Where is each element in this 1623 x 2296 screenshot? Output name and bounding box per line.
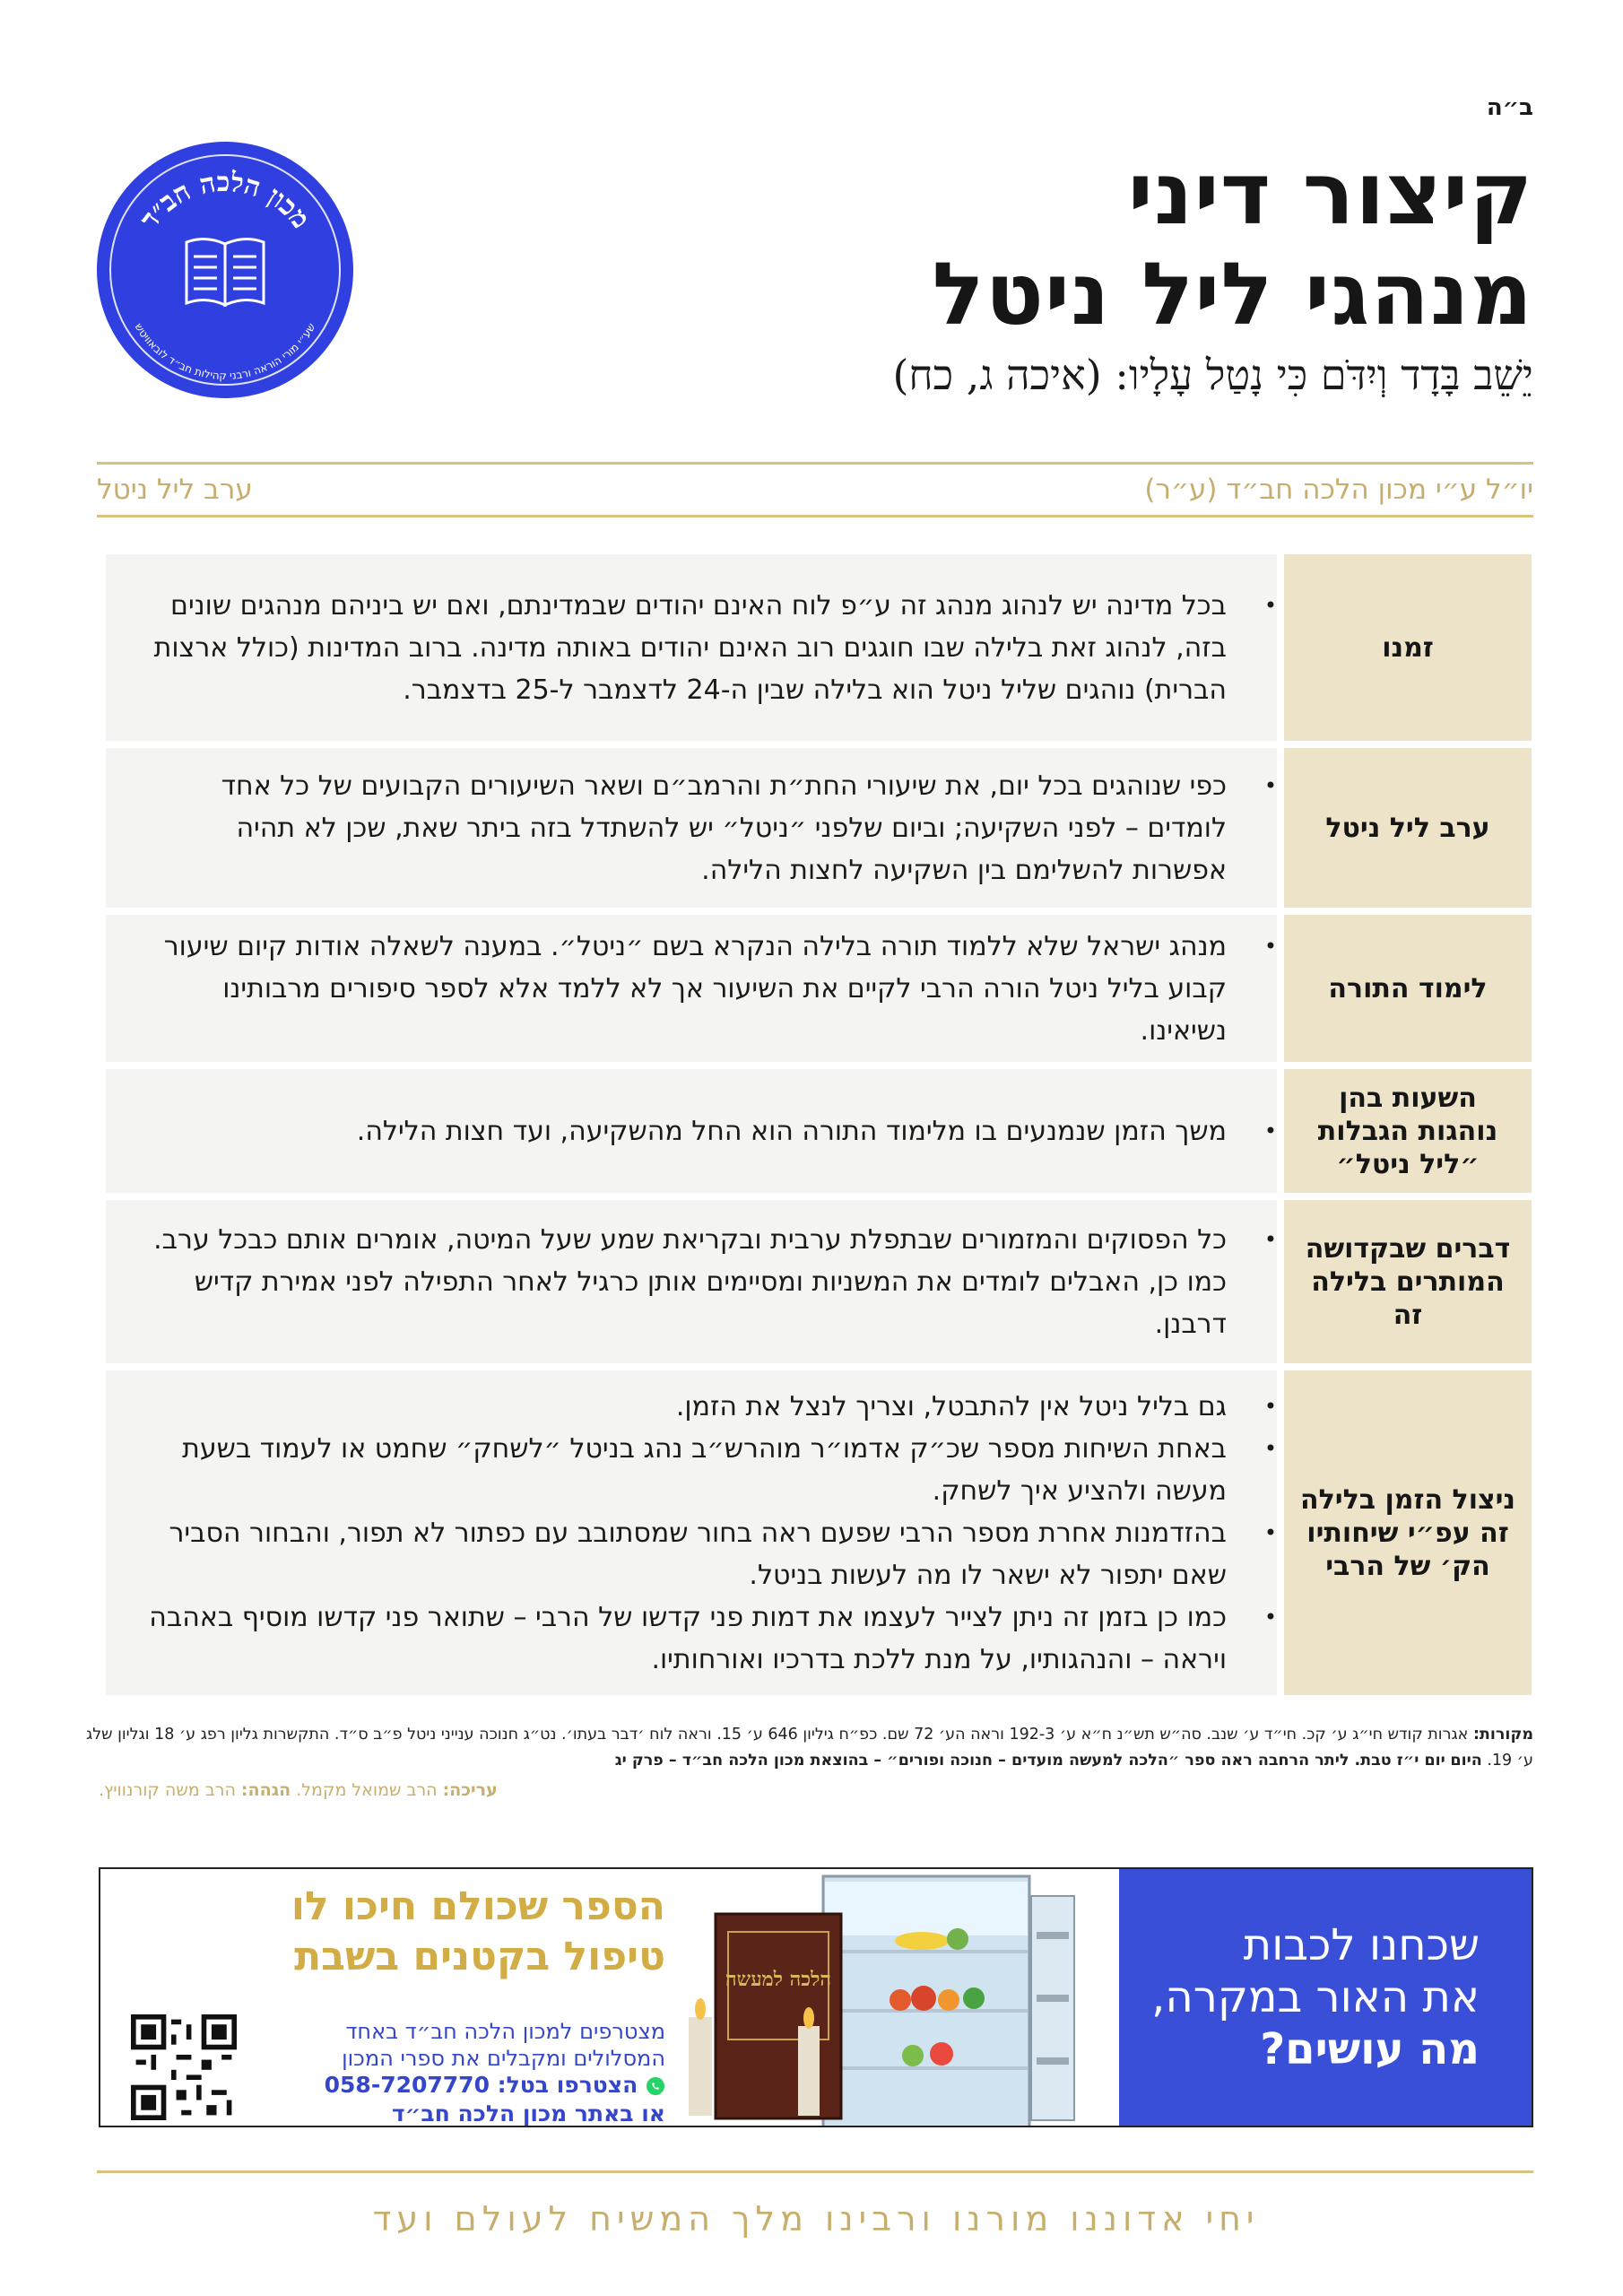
page-subtitle-verse: יֵשֵׁב בָּדָד וְיִדֹּם כִּי נָטַל עָלָיו: (איכה ג, כח) (892, 351, 1533, 399)
row-body (106, 1069, 1277, 1193)
page-title (412, 144, 1533, 344)
today-text: יום י״ז טבת. ליתר הרחבה ראה ספר ״הלכה למעשה מועדים – חנוכה ופורים״ – בהוצאת מכון הלכה חב״ד – פרק יג (614, 1752, 1445, 1770)
title-line-2: מנהגי ליל ניטל (932, 244, 1533, 344)
logo-small-text: שע״י מורי הוראה ורבני קהילות חב״ד לובאוויטש (132, 320, 318, 383)
editing-label: עריכה: (442, 1780, 498, 1800)
table-row (106, 1370, 1532, 1695)
sources-text: אגרות קודש חי״ג ע׳ קכ. חי״ד ע׳ שנב. סה״ש תש״נ ח״א ע׳ 192-3 וראה הע׳ 72 שם. כפ״ח גיליון 646 ע׳ 15. וראה לוח ׳דבר בעתו׳. נט״ג חנוכה ענייני ניטל פ״ב ס״ד. התקשרות גליון רפג ע׳ 18 וגליון שלג ע׳ 19. (86, 1726, 1533, 1770)
svg-text:שע״י מורי הוראה ורבני קהילות ח (133, 321, 318, 382)
footer-divider (97, 2170, 1533, 2173)
ad-join-phone[interactable] (325, 2072, 665, 2098)
table-row (106, 1200, 1532, 1363)
top-divider (97, 462, 1533, 465)
table-row (106, 748, 1532, 908)
book-title: הלכה למעשה (725, 1968, 832, 1991)
publisher-line: יו״ל ע״י מכון הלכה חב״ד (ע״ר) (1144, 474, 1533, 506)
title-line-1: קיצור דיני (1127, 144, 1533, 244)
sources-label: מקורות: (1472, 1726, 1533, 1744)
ad-headline-1: הספר שכולם חיכו לו (291, 1883, 665, 1929)
whatsapp-icon (646, 2076, 665, 2096)
bullet-item: • כל הפסוקים והמזמורים שבתפלת ערבית ובקריאת שמע שעל המיטה, אומרים אותם כבכל ערב. כמו כן, האבלים לומדים את המשניות ומסיימים אותן כרגיל לאחר התפילה לפני אמירת קדיש דרבנן. (140, 1219, 1227, 1345)
svg-text:מכון הלכה חב״ד (134, 167, 317, 235)
bullet-item: • כמו כן בזמן זה ניתן לצייר לעצמו את דמות פני קדשו של הרבי – שתואר פני קדשו מוסיף באהבה ויראה – והנהגותיו, על מנת ללכת בדרכיו ואורחותיו. (140, 1596, 1227, 1681)
credits-line (99, 1780, 498, 1800)
ad-question-panel (1119, 1869, 1532, 2126)
row-body (106, 915, 1277, 1062)
logo-ring-text: מכון הלכה חב״ד (134, 166, 317, 235)
bullet-item: • מנהג ישראל שלא ללמוד תורה בלילה הנקרא בשם ״ניטל״. במענה לשאלה אודות קיום שיעור קבוע בליל ניטל הורה הרבי לקיים את השיעור אך לא ללמד אלא לספר סיפורים מרבותינו נשיאינו. (140, 926, 1227, 1052)
row-body (106, 1200, 1277, 1363)
bullet-item: • בכל מדינה יש לנהוג מנהג זה ע״פ לוח האינם יהודים שבמדינתם, ואם יש ביניהם מנהגים שונים בזה, לנהוג זאת בלילה שבו חוגגים רוב האינם יהודים באותה מדינה. ברוב המדינות (כולל ארצות הברית) נוהגים שליל ניטל הוא בלילה שבין ה-24 לדצמבר ל-25 בדצמבר. (140, 585, 1227, 711)
ad-book-panel (100, 1869, 692, 2126)
sources-note (81, 1722, 1533, 1774)
row-topic: זמנו (1284, 554, 1532, 741)
logo-graphic (97, 142, 353, 398)
row-body (106, 1370, 1277, 1695)
editing-name: הרב שמואל מקמל. (296, 1780, 438, 1800)
review-label: הגהה: (240, 1780, 291, 1800)
row-topic: ערב ליל ניטל (1284, 748, 1532, 908)
footer-slogan: יחי אדוננו מורנו ורבינו מלך המשיח לעולם ועד (372, 2199, 1260, 2239)
ad-question-line-1: שכחנו לכבות (1243, 1920, 1480, 1970)
table-row (106, 554, 1532, 741)
ad-photo (689, 1869, 1119, 2126)
row-topic: דברים שבקדושה המותרים בלילה זה (1284, 1200, 1532, 1363)
qr-code-icon[interactable] (131, 2014, 237, 2120)
review-name: הרב משה קורנוויץ. (99, 1780, 236, 1800)
row-topic: השעות בהן נוהגות הגבלות ״ליל ניטל״ (1284, 1069, 1532, 1193)
meta-divider (97, 515, 1533, 517)
institute-logo (97, 142, 353, 398)
bullet-item: • בהזדמנות אחרת מספר הרבי שפעם ראה בחור שמסתובב עם כפתור לא תפור, והבחור הסביר שאם יתפור לא ישאר לו מה לעשות בניטל. (140, 1512, 1227, 1596)
book-cover (716, 1914, 841, 2118)
bullet-item: • משך הזמן שנמנעים בו מלימוד התורה הוא החל מהשקיעה, ועד חצות הלילה. (140, 1110, 1227, 1152)
ad-join-phone-text: הצטרפו בטל: 058-7207770 (324, 2072, 638, 2098)
row-body (106, 748, 1277, 908)
ad-question-line-2: את האור במקרה, (1151, 1972, 1480, 2022)
row-topic: ניצול הזמן בלילה זה עפ״י שיחותיו הק׳ של הרבי (1284, 1370, 1532, 1695)
table-row (106, 915, 1532, 1062)
ad-website-link[interactable]: או באתר מכון הלכה חב״ד (391, 2100, 665, 2126)
bullet-item: • גם בליל ניטל אין להתבטל, וצריך לנצל את הזמן. (140, 1386, 1227, 1428)
ad-question-line-3: מה עושים? (1260, 2024, 1480, 2074)
bullet-item: • באחת השיחות מספר שכ״ק אדמו״ר מוהרש״ב נהג בניטל ״לשחק״ שחמט או לעמוד בשעת מעשה ולהציע איך לשחק. (140, 1428, 1227, 1512)
book-advertisement[interactable] (99, 1867, 1533, 2127)
today-label: היום (1450, 1752, 1482, 1770)
occasion-line: ערב ליל ניטל (97, 474, 253, 506)
fridge-and-book-image (689, 1869, 1119, 2127)
row-topic: לימוד התורה (1284, 915, 1532, 1062)
bullet-item: • כפי שנוהגים בכל יום, את שיעורי החת״ת והרמב״ם ושאר השיעורים הקבועים של כל אחד לומדים – לפני השקיעה; וביום שלפני ״ניטל״ יש להשתדל בזה ביתר שאת, שכן לא תהיה אפשרות להשלימם בין השקיעה לחצות הלילה. (140, 765, 1227, 891)
table-row (106, 1069, 1532, 1193)
ad-headline-2: טיפול בקטנים בשבת (294, 1934, 665, 1979)
row-body (106, 554, 1277, 741)
baruch-hashem-mark: ב״ה (1486, 94, 1533, 121)
ad-description: מצטרפים למכון הלכה חב״ד באחד המסלולים ומקבלים את ספרי המכון (342, 2019, 665, 2071)
open-book-icon (187, 239, 264, 305)
